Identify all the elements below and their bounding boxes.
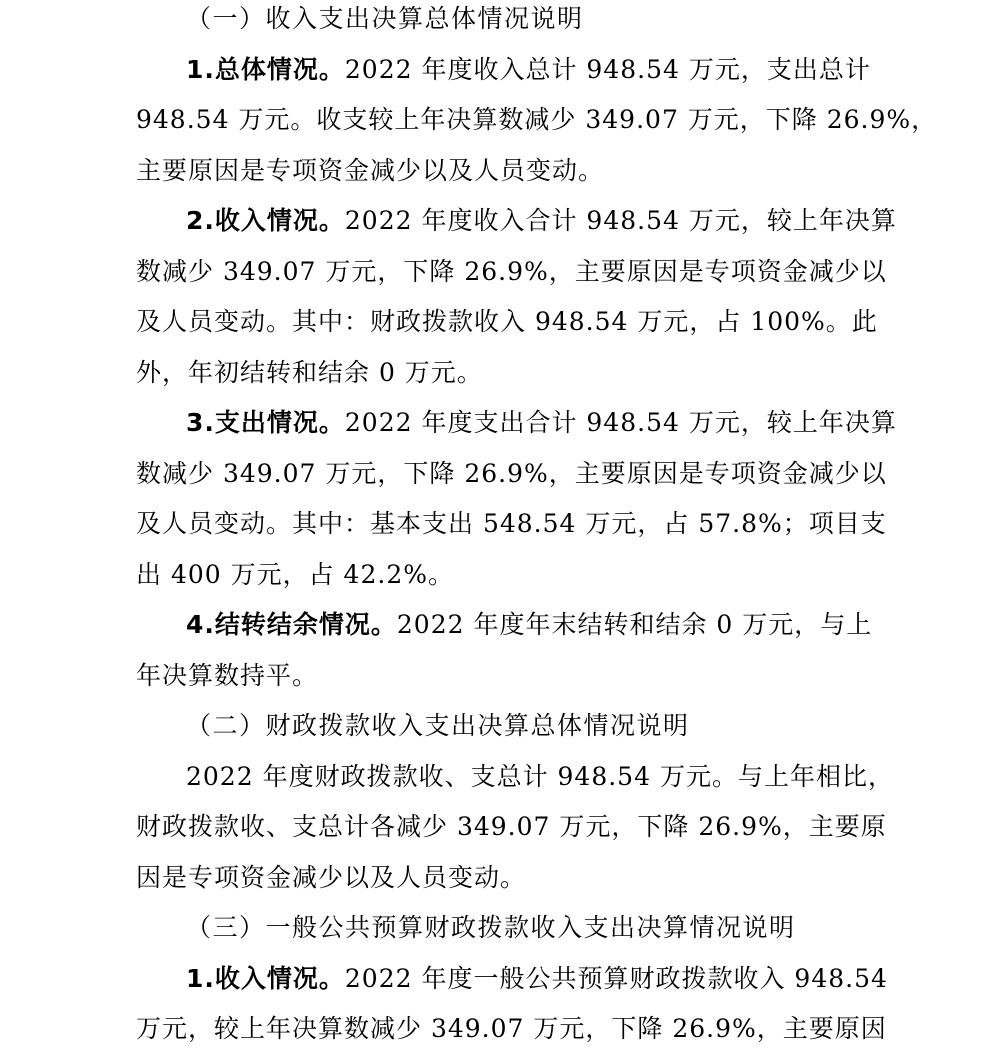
paragraph-text: 2022 年度支出合计 948.54 万元，较上年决算 (344, 408, 897, 437)
paragraph-line: 外，年初结转和结余 0 万元。 (136, 358, 483, 387)
paragraph-line (186, 960, 888, 998)
paragraph-line (186, 606, 872, 644)
paragraph-line: 出 400 万元，占 42.2%。 (136, 560, 454, 589)
paragraph-line: 因是专项资金减少以及人员变动。 (136, 863, 527, 892)
paragraph-line: 948.54 万元。收支较上年决算数减少 349.07 万元，下降 26.9%， (136, 105, 938, 134)
paragraph-line (186, 202, 897, 240)
section-heading-3: （三）一般公共预算财政拨款收入支出决算情况说明 (186, 913, 796, 942)
paragraph-lead: 2.收入情况。 (186, 206, 345, 235)
paragraph-line: 万元，较上年决算数减少 349.07 万元，下降 26.9%，主要原因 (136, 1014, 887, 1043)
paragraph-lead: 4.结转结余情况。 (186, 610, 397, 639)
paragraph-text: 2022 年度收入合计 948.54 万元，较上年决算 (344, 206, 897, 235)
paragraph-text: 2022 年度收入总计 948.54 万元，支出总计 (344, 55, 871, 84)
paragraph-line: 及人员变动。其中：财政拨款收入 948.54 万元，占 100%。此 (136, 307, 878, 336)
paragraph-line: 2022 年度财政拨款收、支总计 948.54 万元。与上年相比， (186, 762, 894, 791)
section-heading-1: （一）收入支出决算总体情况说明 (186, 4, 584, 33)
paragraph-line: 年决算数持平。 (136, 661, 319, 690)
paragraph-text: 2022 年度一般公共预算财政拨款收入 948.54 (344, 964, 888, 993)
paragraph-lead: 1.总体情况。 (186, 55, 345, 84)
section-heading-2: （二）财政拨款收入支出决算总体情况说明 (186, 711, 690, 740)
paragraph-line: 财政拨款收、支总计各减少 349.07 万元，下降 26.9%，主要原 (136, 812, 887, 841)
paragraph-lead: 1.收入情况。 (186, 964, 345, 993)
paragraph-text: 2022 年度年末结转和结余 0 万元，与上 (396, 610, 873, 639)
paragraph-lead: 3.支出情况。 (186, 408, 345, 437)
paragraph-line (186, 404, 897, 442)
paragraph-line: 数减少 349.07 万元，下降 26.9%，主要原因是专项资金减少以 (136, 257, 887, 286)
paragraph-line: 数减少 349.07 万元，下降 26.9%，主要原因是专项资金减少以 (136, 459, 887, 488)
paragraph-line: 主要原因是专项资金减少以及人员变动。 (136, 156, 605, 185)
paragraph-line: 及人员变动。其中：基本支出 548.54 万元，占 57.8%；项目支 (136, 509, 887, 538)
paragraph-line (186, 51, 871, 89)
